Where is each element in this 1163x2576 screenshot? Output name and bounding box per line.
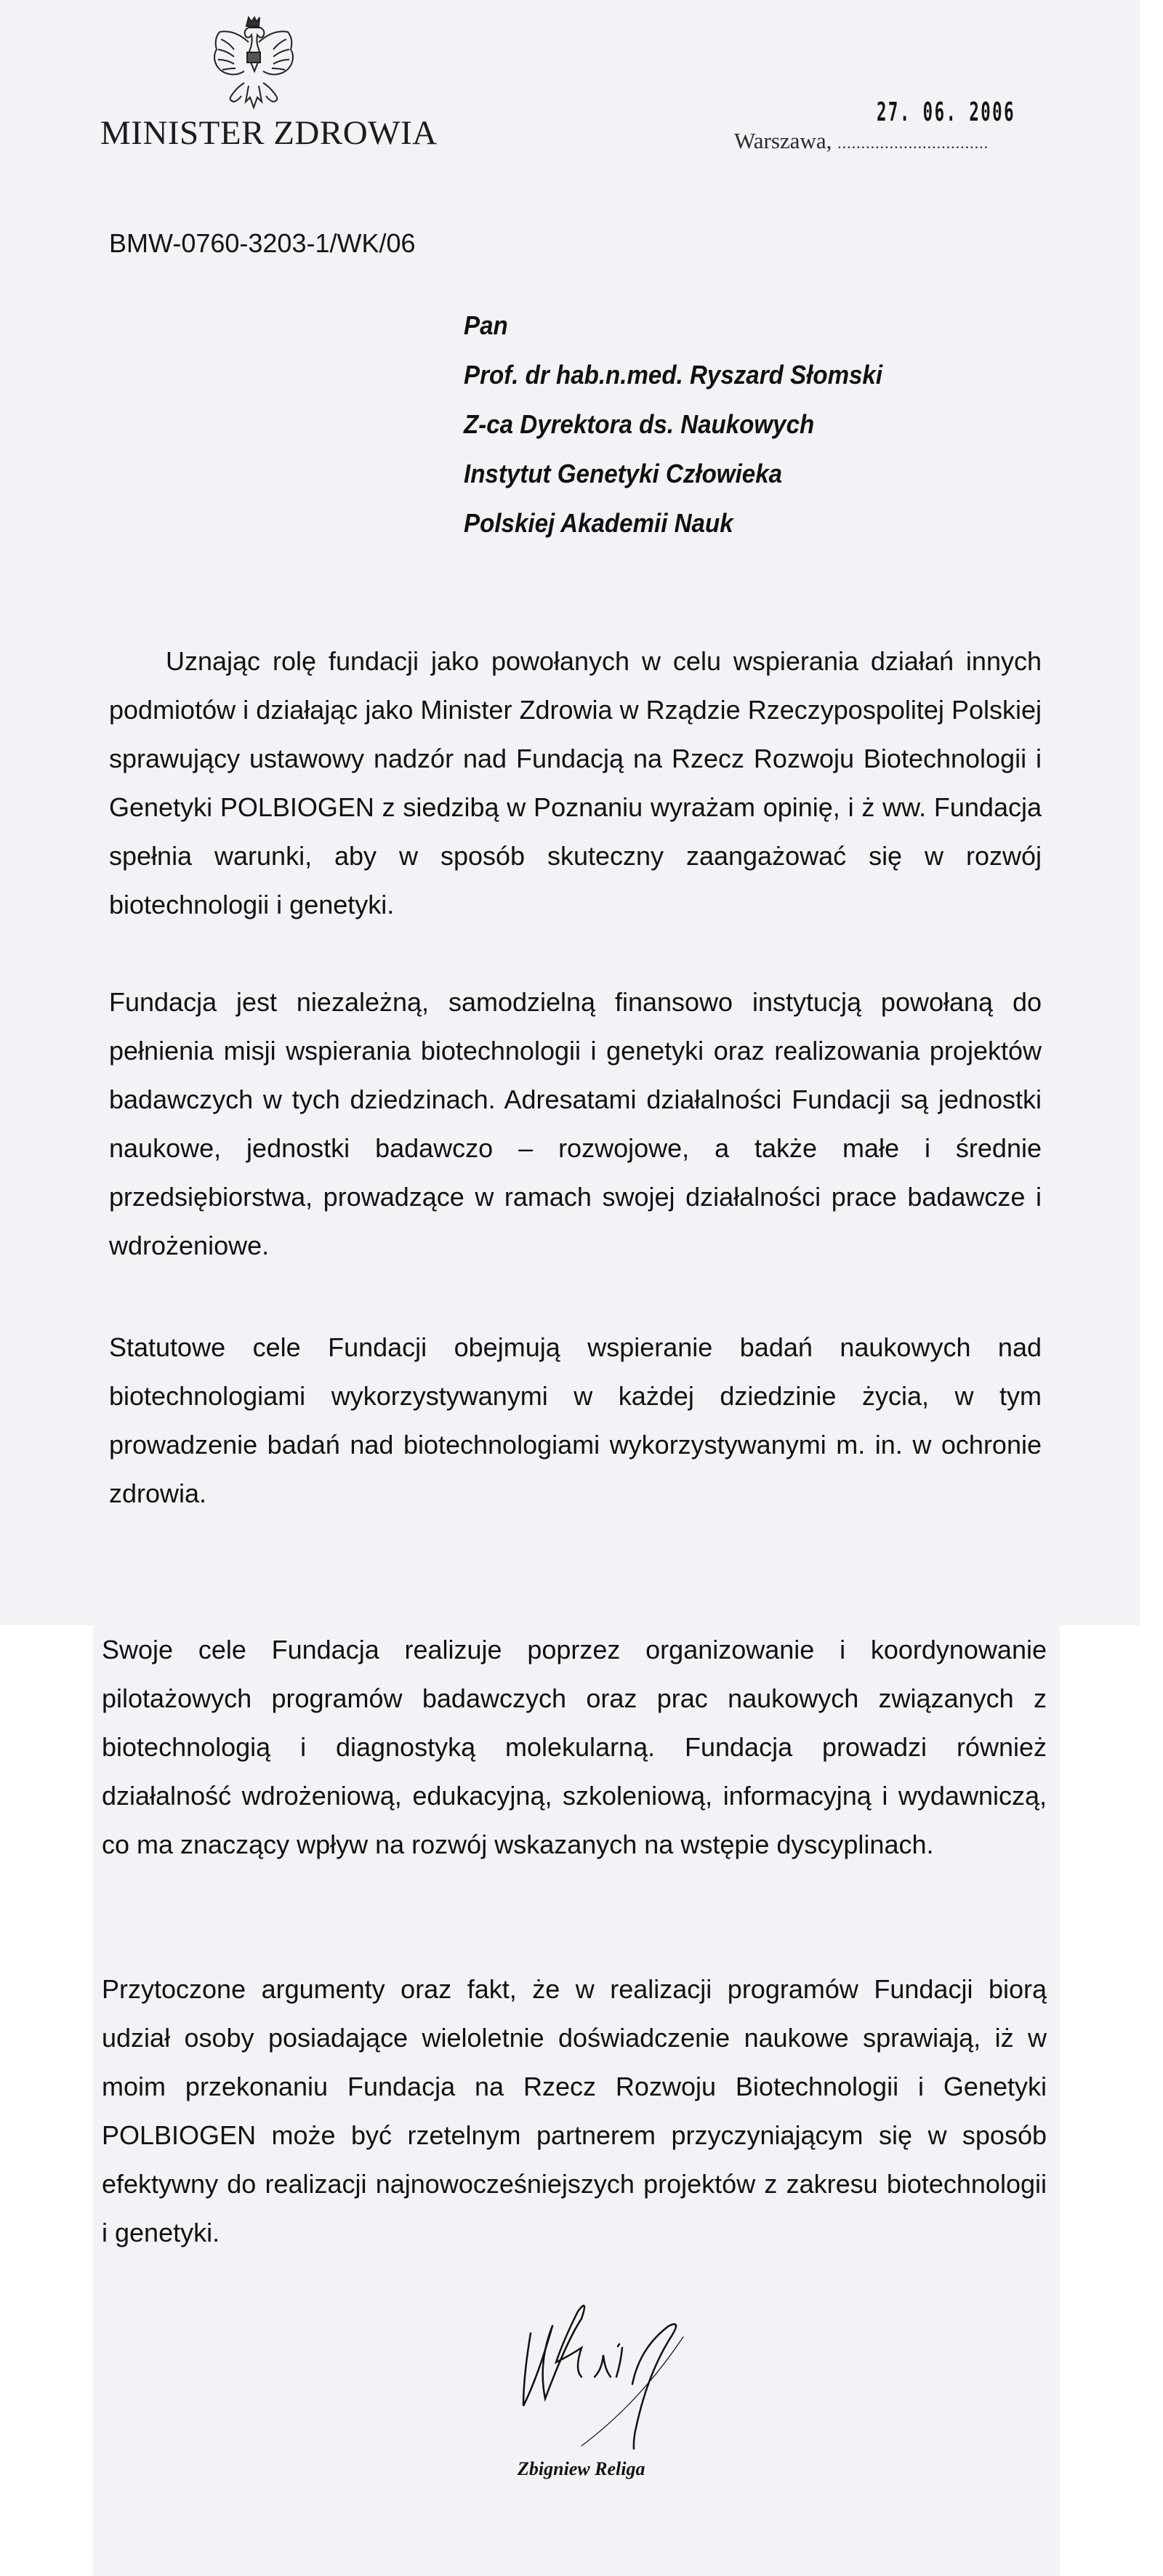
body-paragraph-5: Przytoczone argumenty oraz fakt, że w realizacji programów Fundacji biorą udział osoby posiadające wieloletnie doświadczenie naukowe sprawiają, iż w moim przekonaniu Fundacja na Rzecz Rozwoju Biotechnologii i Genetyki POLBIOGEN może być rzetelnym partnerem przyczyniającym się w sposób efektywny do realizacji najnowocześniejszych projektów z zakresu biotechnologii i genetyki. (102, 1974, 1047, 2247)
date-fill-line: ................................ (837, 134, 989, 152)
place-label: Warszawa, (734, 128, 832, 153)
body-paragraph-1: Uznając rolę fundacji jako powołanych w celu wspierania działań innych podmiotów i działając jako Minister Zdrowia w Rządzie Rzeczypospolitej Polskiej sprawujący ustawowy nadzór nad Fundacją na Rzecz Rozwoju Biotechnologii i Genetyki POLBIOGEN z siedzibą w Poznaniu wyrażam opinię, i ż ww. Fundacja spełnia warunki, aby w sposób skuteczny zaangażować się w rozwój biotechnologii i genetyki. (109, 646, 1042, 919)
place-line (734, 128, 989, 154)
recipient-address-block (464, 301, 919, 548)
signer-name: Zbigniew Religa (518, 2458, 645, 2479)
ministry-title: MINISTER ZDROWIA (100, 114, 438, 152)
body-paragraph-4: Swoje cele Fundacja realizuje poprzez organizowanie i koordynowanie pilotażowych programów badawczych oraz prac naukowych związanych z biotechnologią i diagnostyką molekularną. Fundacja prowadzi również działalność wdrożeniową, edukacyjną, szkoleniową, informacyjną i wydawniczą, co ma znaczący wpływ na rozwój wskazanych na wstępie dyscyplinach. (102, 1635, 1047, 1859)
date-stamp: 27. 06. 2006 (877, 97, 1016, 127)
body-paragraph-3: Statutowe cele Fundacji obejmują wspieranie badań naukowych nad biotechnologiami wykorzystywanymi w każdej dziedzinie życia, w tym prowadzenie badań nad biotechnologiami wykorzystywanymi m. in. w ochronie zdrowia. (109, 1332, 1042, 1508)
recipient-name: Prof. dr hab.n.med. Ryszard Słomski (464, 360, 883, 390)
recipient-position: Z-ca Dyrektora ds. Naukowych (464, 409, 815, 439)
body-paragraph-2: Fundacja jest niezależną, samodzielną finansowo instytucją powołaną do pełnienia misji wspierania biotechnologii i genetyki oraz realizowania projektów badawczych w tych dziedzinach. Adresatami działalności Fundacji są jednostki naukowe, jednostki badawczo – rozwojowe, a także małe i średnie przedsiębiorstwa, prowadzące w ramach swojej działalności prace badawcze i wdrożeniowe. (109, 987, 1042, 1260)
recipient-salutation: Pan (464, 310, 508, 340)
handwritten-signature-icon (509, 2282, 712, 2450)
recipient-academy: Polskiej Akademii Nauk (464, 508, 733, 538)
reference-number: BMW-0760-3203-1/WK/06 (109, 228, 416, 258)
recipient-institute: Instytut Genetyki Człowieka (464, 459, 783, 488)
polish-eagle-emblem-icon (206, 13, 301, 115)
